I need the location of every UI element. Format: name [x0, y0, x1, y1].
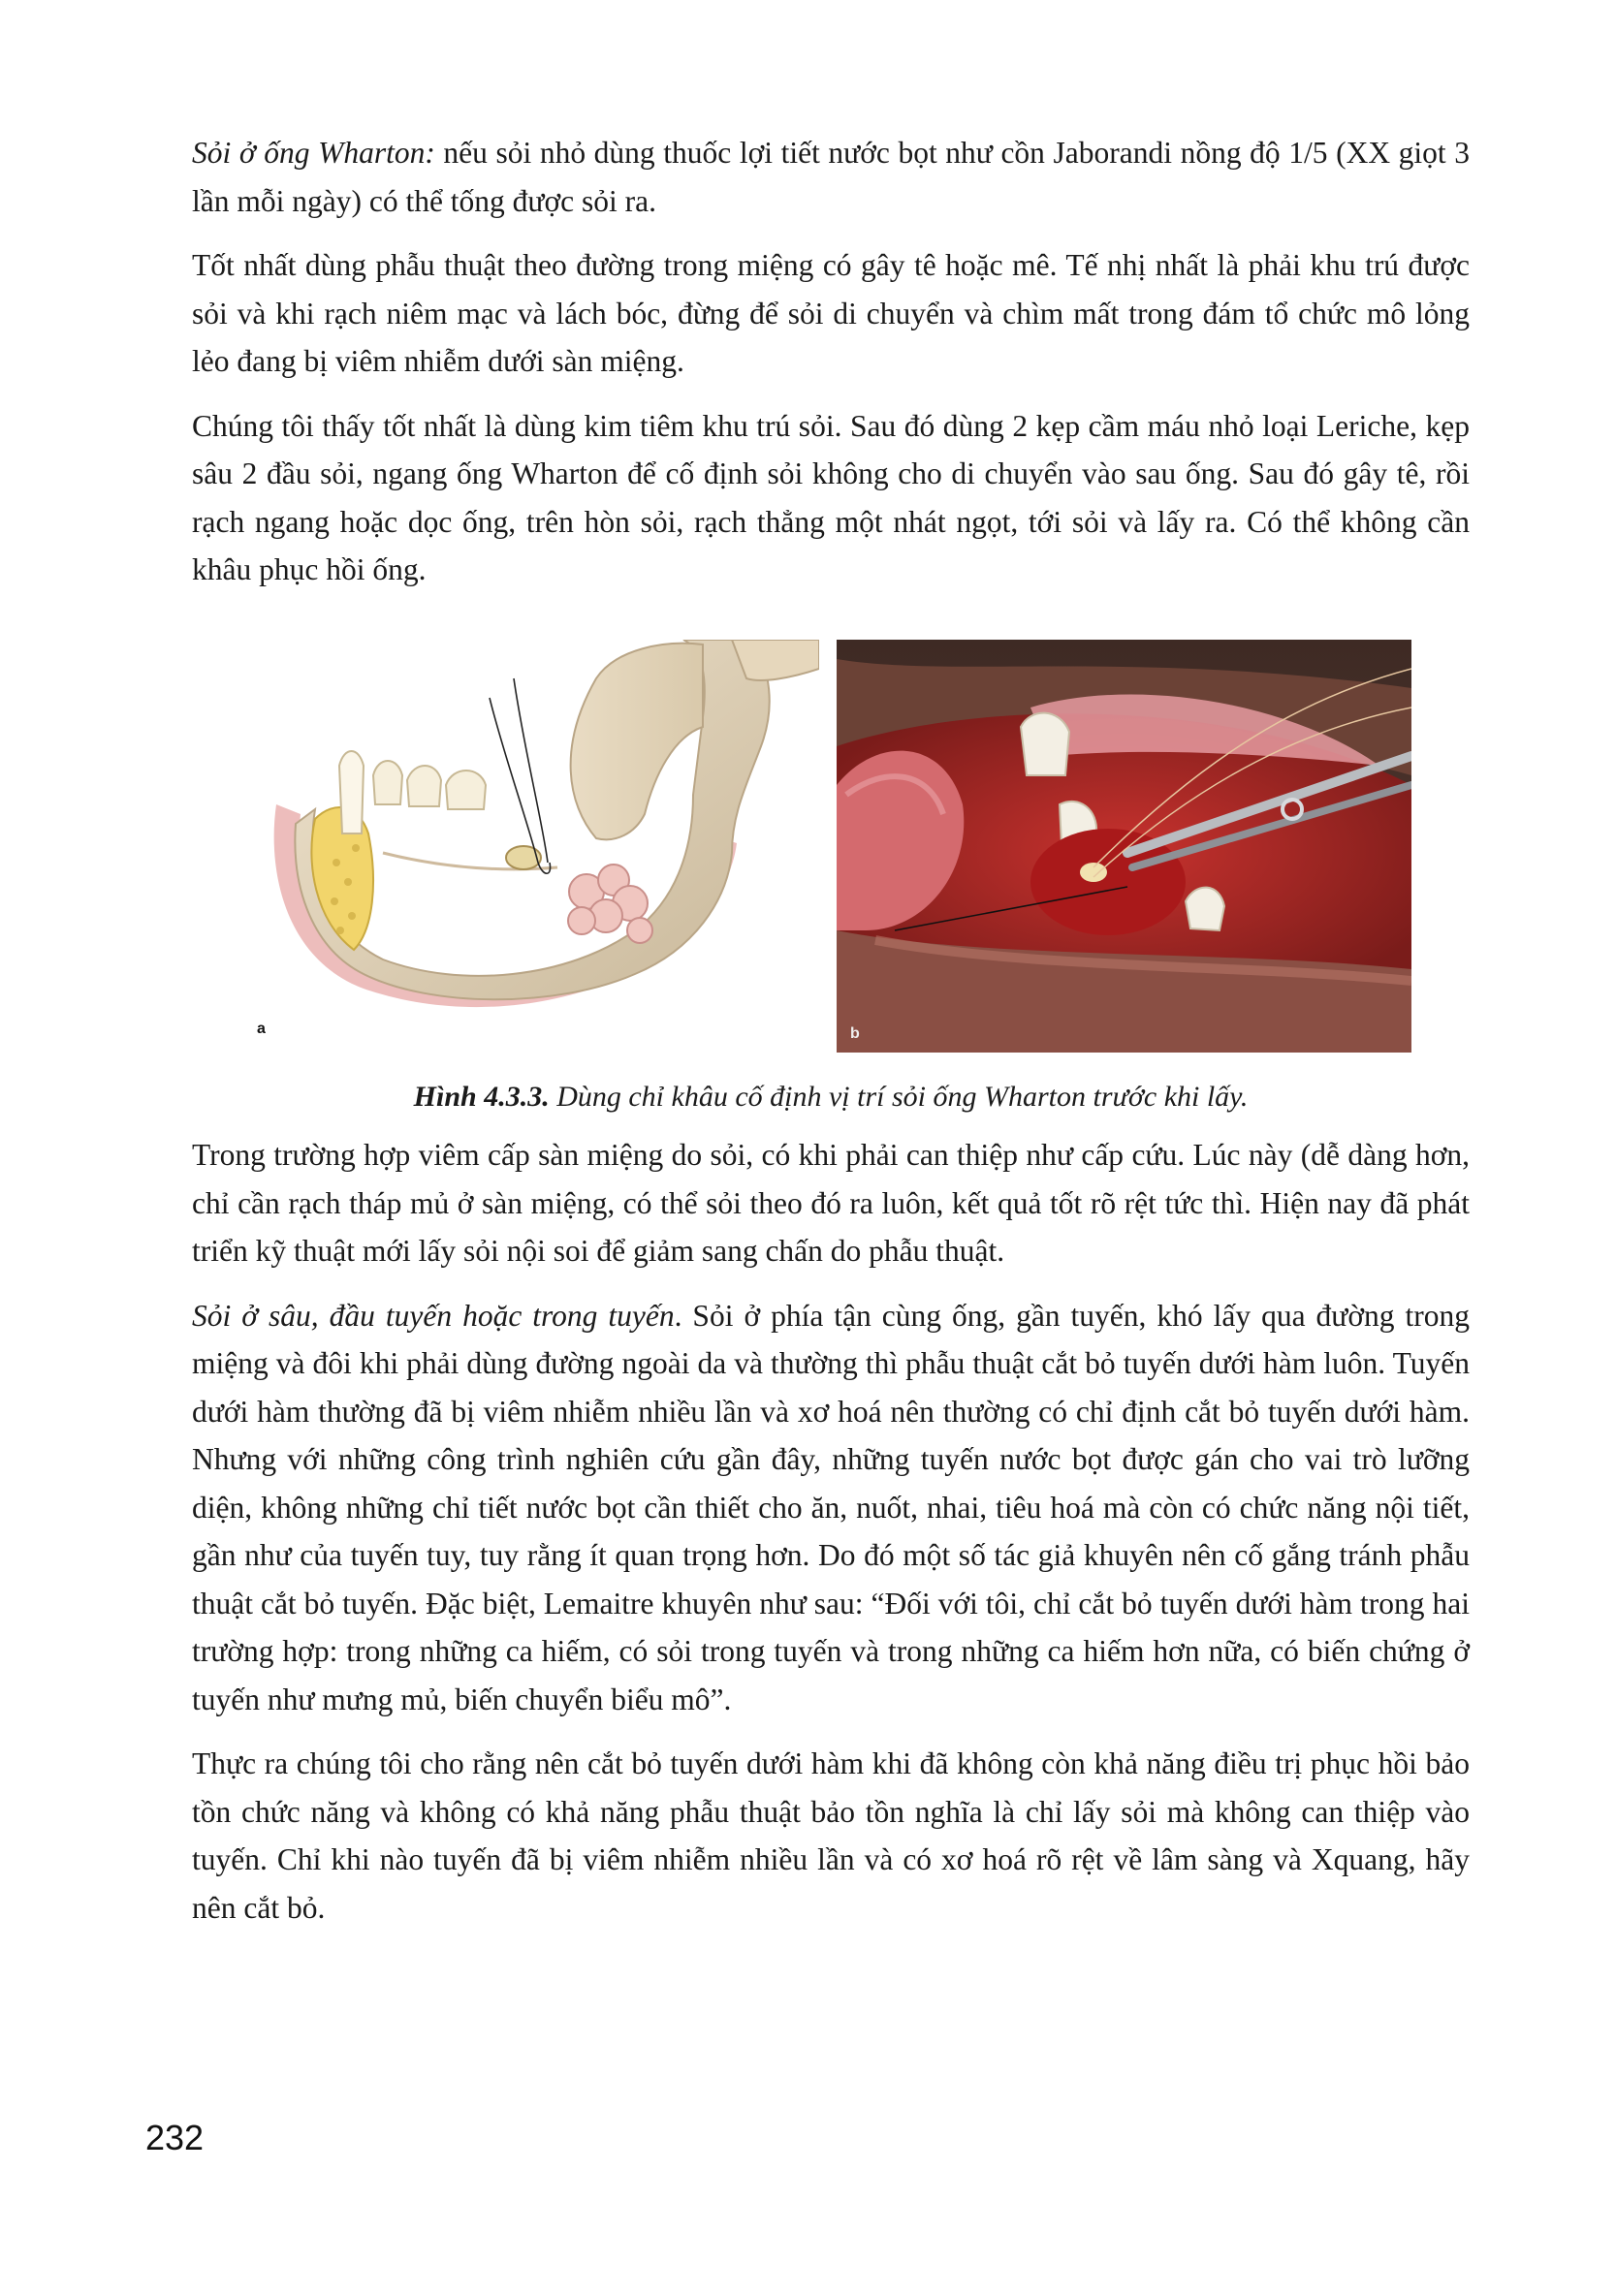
paragraph-surgery-approach: Tốt nhất dùng phẫu thuật theo đường trong miệng có gây tê hoặc mê. Tế nhị nhất là phải khu trú được sỏi và khi rạch niêm mạc và lách bóc, đừng để sỏi di chuyển và chìm mất trong đám tổ chức mô lỏng lẻo đang bị viêm nhiễm dưới sàn miệng.: [192, 248, 1470, 378]
paragraph-deep-stone: [192, 1292, 1470, 1724]
paragraph-text: . Sỏi ở phía tận cùng ống, gần tuyến, khó lấy qua đường trong miệng và đôi khi phải dùng đường ngoài da và thường thì phẫu thuật cắt bỏ tuyến dưới hàm luôn. Tuyến dưới hàm thường đã bị viêm nhiễm nhiều lần và xơ hoá nên thường có chỉ định cắt bỏ tuyến dưới hàm. Nhưng với những công trình nghiên cứu gần đây, những tuyến nước bọt được gán cho vai trò lưỡng diện, không những chỉ tiết nước bọt cần thiết cho ăn, nuốt, nhai, tiêu hoá mà còn có chức năng nội tiết, gần như của tuyến tuy, tuy rằng ít quan trọng hơn. Do đó một số tác giả khuyên nên cố gắng tránh phẫu thuật cắt bỏ tuyến. Đặc biệt, Lemaitre khuyên như sau: “Đối với tôi, chỉ cắt bỏ tuyến dưới hàm trong hai trường hợp: trong những ca hiếm, có sỏi trong tuyến và trong những ca hiếm hơn nữa, có biến chứng ở tuyến như mưng mủ, biến chuyển biểu mô”.: [192, 1298, 1470, 1716]
text-block-bottom: [192, 1131, 1470, 1932]
figure-label-b: b: [850, 1025, 860, 1042]
italic-heading: Sỏi ở ống Wharton:: [192, 136, 435, 170]
figure-a-jaw-illustration: [247, 640, 819, 1047]
caption-text: Dùng chỉ khâu cố định vị trí sỏi ống Wharton trước khi lấy.: [549, 1081, 1249, 1113]
figure-b-clinical-photo: [837, 640, 1411, 1053]
caption-label: Hình 4.3.3.: [413, 1081, 550, 1113]
jaw-illustration-icon: [247, 640, 819, 1047]
page-number: 232: [145, 2118, 205, 2157]
paragraph-acute-inflammation: Trong trường hợp viêm cấp sàn miệng do sỏi, có khi phải can thiệp như cấp cứu. Lúc này (dễ dàng hơn, chỉ cần rạch tháp mủ ở sàn miệng, có thể sỏi theo đó ra luôn, kết quả tốt rõ rệt tức thì. Hiện nay đã phát triển kỹ thuật mới lấy sỏi nội soi để giảm sang chấn do phẫu thuật.: [192, 1138, 1470, 1268]
italic-heading: Sỏi ở sâu, đầu tuyến hoặc trong tuyến: [192, 1298, 675, 1333]
oral-surgery-photo-icon: [837, 640, 1411, 1053]
paragraph-text: nếu sỏi nhỏ dùng thuốc lợi tiết nước bọt như cồn Jaborandi nồng độ 1/5 (XX giọt 3 lần mỗi ngày) có thể tống được sỏi ra.: [192, 136, 1471, 218]
paragraph-wharton-stone: [192, 129, 1470, 225]
paragraph-needle-localization: Chúng tôi thấy tốt nhất là dùng kim tiêm khu trú sỏi. Sau đó dùng 2 kẹp cầm máu nhỏ loại Leriche, kẹp sâu 2 đầu sỏi, ngang ống Wharton để cố định sỏi không cho di chuyển vào sau ống. Sau đó gây tê, rồi rạch ngang hoặc dọc ống, trên hòn sỏi, rạch thẳng một nhát ngọt, tới sỏi và lấy ra. Có thể không cần khâu phục hồi ống.: [192, 408, 1470, 586]
text-block-top: [192, 129, 1470, 594]
figure-label-a: a: [257, 1021, 266, 1037]
figure-caption: [192, 1078, 1470, 1117]
paragraph-conclusion: Thực ra chúng tôi cho rằng nên cắt bỏ tuyến dưới hàm khi đã không còn khả năng điều trị phục hồi bảo tồn chức năng và không có khả năng phẫu thuật bảo tồn nghĩa là chỉ lấy sỏi mà không can thiệp vào tuyến. Chỉ khi nào tuyến đã bị viêm nhiễm nhiều lần và có xơ hoá rõ rệt về lâm sàng và Xquang, hãy nên cắt bỏ.: [192, 1746, 1470, 1925]
